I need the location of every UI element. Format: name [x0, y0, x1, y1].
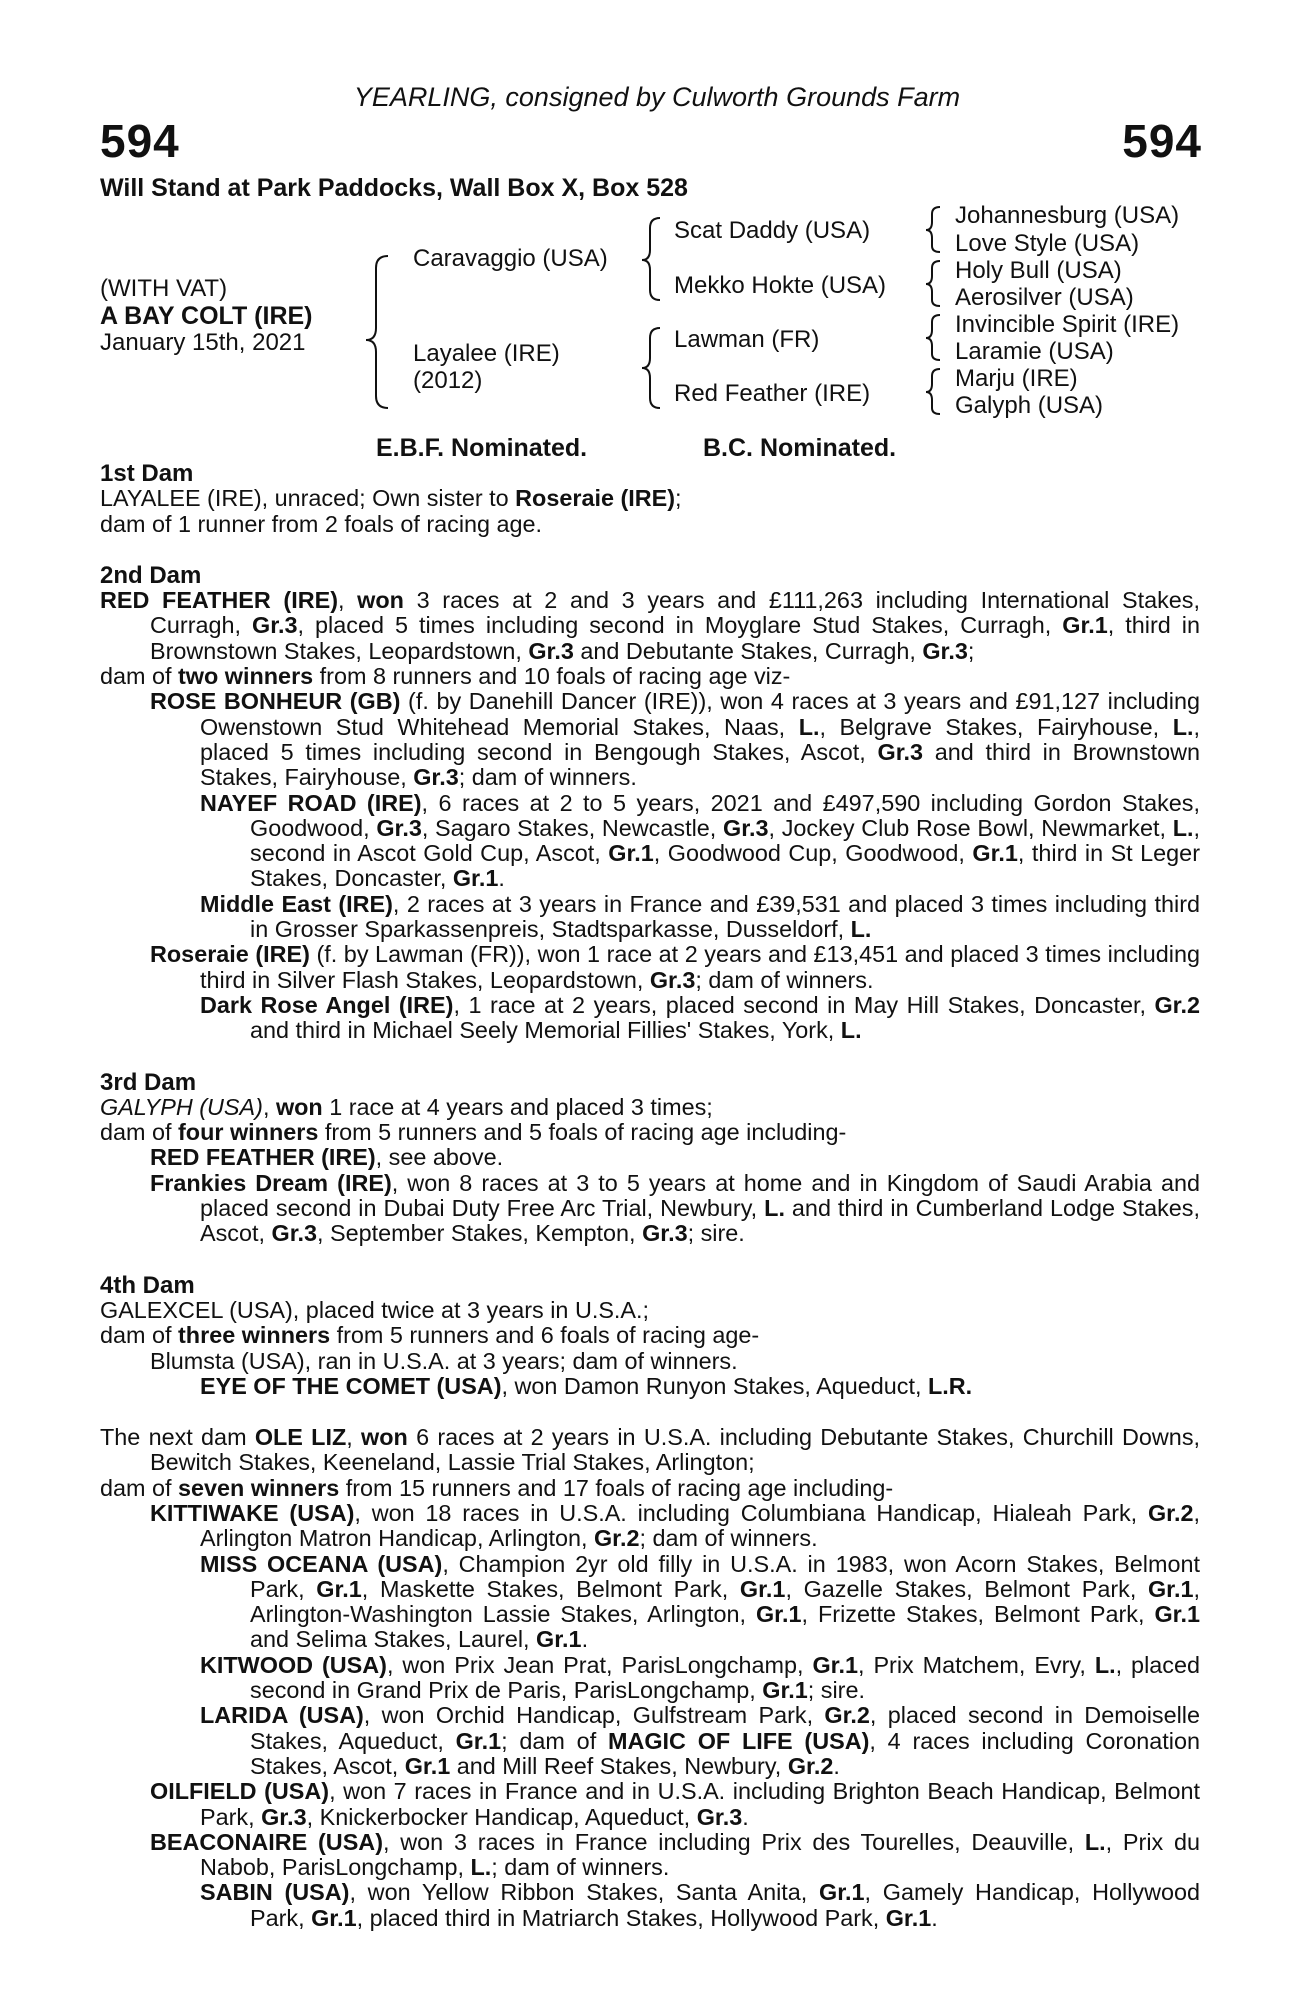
section-heading: 2nd Dam — [100, 561, 202, 589]
text-run: , 6 races at 2 to 5 years, 2021 and £497,590 including Gordon Stakes, Goodwood, — [250, 789, 1200, 841]
gen3-6: Laramie (USA) — [955, 338, 1114, 365]
section-gap — [100, 1044, 1200, 1070]
record-entry — [100, 1120, 1200, 1145]
text-run: , — [346, 1424, 362, 1451]
bold-text: Gr.1 — [311, 1904, 357, 1931]
bold-text: Gr.1 — [316, 1575, 362, 1602]
dam-section — [100, 1070, 1200, 1247]
text-run: , Arlington-Washington Lassie Stakes, Arlington, — [250, 1575, 1200, 1628]
record-entry — [100, 689, 1200, 790]
bold-text: two winners — [178, 663, 314, 690]
text-run: ; — [967, 637, 975, 664]
bold-text: Gr.3 — [922, 637, 968, 664]
lot-number-right: 594 — [1122, 115, 1202, 167]
bold-text: Gr.1 — [885, 1904, 932, 1931]
record-entry — [100, 1171, 1200, 1247]
text-run: , third in Brownstown Stakes, Leopardstown, — [150, 612, 1200, 664]
text-run: . — [833, 1752, 840, 1779]
text-run: , Prix du Nabob, ParisLongchamp, — [200, 1828, 1201, 1881]
text-run: and third in Brownstown Stakes, Fairyhouse, — [200, 738, 1200, 791]
bold-text: four winners — [178, 1119, 319, 1146]
gen3-1: Johannesburg (USA) — [955, 202, 1180, 229]
record-entry — [100, 942, 1200, 993]
text-run: , second in Ascot Gold Cup, Ascot, — [250, 814, 1200, 867]
text-run: , Knickerbocker Handicap, Aqueduct, — [306, 1803, 697, 1830]
bold-text: MAGIC OF LIFE (USA) — [607, 1727, 870, 1754]
record-entry — [100, 486, 1200, 511]
bold-text: Gr.3 — [696, 1803, 743, 1830]
text-run: and Selima Stakes, Laurel, — [250, 1626, 537, 1653]
gen3-2: Love Style (USA) — [955, 230, 1140, 257]
dam-records — [100, 461, 1200, 1931]
dam-section — [100, 461, 1200, 537]
bold-text: Dark Rose Angel (IRE) — [200, 991, 454, 1018]
text-run: The next dam — [100, 1424, 255, 1451]
sire-sire: Scat Daddy (USA) — [674, 217, 871, 244]
gen3-4: Aerosilver (USA) — [955, 284, 1134, 311]
text-run: ; — [675, 485, 682, 512]
bold-text: Gr.1 — [819, 1879, 865, 1906]
bold-text: L. — [840, 1017, 862, 1044]
bold-text: Gr.1 — [739, 1575, 786, 1602]
text-run: 1 race at 4 years and placed 3 times; — [322, 1093, 713, 1120]
text-run: , won Yellow Ribbon Stakes, Santa Anita, — [349, 1879, 820, 1906]
dam-section — [100, 1273, 1200, 1399]
dam-section — [100, 1425, 1200, 1931]
text-run: ; dam of — [501, 1727, 608, 1754]
sire-dam: Mekko Hokte (USA) — [674, 272, 887, 299]
section-gap — [100, 1399, 1200, 1425]
bold-text: three winners — [178, 1322, 331, 1349]
text-run: (f. by Danehill Dancer (IRE)), won 4 races at 3 years and £91,127 including Owenstown Stud Whitehead Memorial Stakes, Naas, — [200, 688, 1200, 740]
text-run: GALEXCEL (USA), placed twice at 3 years in U.S.A.; — [100, 1296, 650, 1323]
text-run: ; dam of winners. — [458, 764, 637, 791]
section-heading: 3rd Dam — [100, 1068, 197, 1096]
bold-text: Roseraie (IRE) — [515, 485, 676, 512]
record-entry — [100, 1653, 1200, 1704]
lot-number-left: 594 — [100, 115, 180, 167]
bold-text: Gr.3 — [642, 1220, 688, 1247]
text-run: ; dam of winners. — [639, 1525, 818, 1552]
stand-location: Will Stand at Park Paddocks, Wall Box X, Box 528 — [100, 174, 688, 202]
bold-text: Gr.1 — [762, 1677, 808, 1704]
record-entry — [100, 892, 1200, 943]
text-run: from 15 runners and 17 foals of racing age including- — [339, 1474, 894, 1501]
bold-text: LARIDA (USA) — [200, 1702, 364, 1729]
bold-text: RED FEATHER (IRE) — [150, 1144, 376, 1171]
bold-text: EYE OF THE COMET (USA) — [200, 1372, 502, 1399]
bold-text: won — [275, 1093, 323, 1120]
foaling-date: January 15th, 2021 — [100, 329, 306, 356]
record-entry — [100, 1476, 1200, 1501]
section-heading: 4th Dam — [100, 1271, 195, 1299]
record-entry — [100, 1145, 1200, 1170]
bold-text: Gr.2 — [787, 1752, 834, 1779]
bold-text: L. — [1094, 1651, 1116, 1678]
bold-text: KITTIWAKE (USA) — [150, 1499, 355, 1526]
text-run: , 2 races at 3 years in France and £39,531 and placed 3 times including third in Grosser Sparkassenpreis, Stadtsparkasse, Dusseldorf, — [250, 890, 1200, 943]
record-entry — [100, 1425, 1200, 1476]
gen3-5: Invincible Spirit (IRE) — [955, 311, 1180, 338]
bold-text: Gr.1 — [972, 840, 1018, 867]
vat-status: (WITH VAT) — [100, 275, 228, 302]
text-run: , — [338, 587, 358, 614]
bold-text: L. — [1172, 814, 1194, 841]
bold-text: Middle East (IRE) — [200, 890, 393, 917]
bold-text: L. — [798, 713, 820, 740]
bold-text: Gr.1 — [1154, 1601, 1200, 1628]
record-entry — [100, 1374, 1200, 1399]
bold-text: Gr.1 — [404, 1752, 451, 1779]
text-run: , placed 5 times including second in Bengough Stakes, Ascot, — [200, 713, 1200, 765]
bold-text: NAYEF ROAD (IRE) — [200, 789, 422, 816]
text-run: dam of — [100, 1474, 179, 1501]
text-run: , Prix Matchem, Evry, — [858, 1651, 1095, 1678]
bold-text: BEACONAIRE (USA) — [150, 1828, 383, 1855]
text-run: . — [931, 1904, 938, 1931]
text-run: LAYALEE (IRE), unraced; Own sister to — [100, 485, 516, 512]
bold-text: Gr.3 — [649, 966, 696, 993]
text-run: . — [742, 1803, 749, 1830]
sire: Caravaggio (USA) — [413, 245, 608, 272]
bold-text: L. — [850, 916, 872, 943]
bc-nomination: B.C. Nominated. — [703, 434, 897, 462]
text-run: , placed second in Grand Prix de Paris, ParisLongchamp, — [250, 1651, 1200, 1704]
bold-text: Gr.2 — [593, 1525, 640, 1552]
bold-text: RED FEATHER (IRE) — [100, 587, 338, 614]
record-entry — [100, 512, 1200, 537]
text-run: . — [498, 865, 505, 892]
record-entry — [100, 1830, 1200, 1881]
text-run: , placed 5 times including second in Moyglare Stud Stakes, Curragh, — [297, 612, 1063, 639]
text-run: and third in Cumberland Lodge Stakes, Ascot, — [200, 1195, 1200, 1247]
bold-text: L. — [470, 1854, 492, 1881]
bold-text: L. — [764, 1195, 785, 1222]
bold-text: OILFIELD (USA) — [150, 1778, 330, 1805]
text-run: dam of 1 runner from 2 foals of racing age. — [100, 510, 543, 537]
text-run: , 4 races including Coronation Stakes, Ascot, — [250, 1727, 1200, 1779]
text-run: , Champion 2yr old filly in U.S.A. in 1983, won Acorn Stakes, Belmont Park, — [250, 1550, 1200, 1602]
record-entry — [100, 1703, 1200, 1779]
text-run: , third in St Leger Stakes, Doncaster, — [250, 840, 1200, 892]
bold-text: SABIN (USA) — [200, 1879, 350, 1906]
text-run: from 5 runners and 5 foals of racing age including- — [318, 1119, 847, 1146]
bold-text: Gr.3 — [376, 814, 422, 841]
text-run: ; sire. — [687, 1220, 745, 1247]
bold-text: L.R. — [927, 1372, 973, 1399]
bold-text: Roseraie (IRE) — [150, 941, 310, 968]
dam-foaling-year: (2012) — [413, 367, 483, 394]
horse-name: A BAY COLT (IRE) — [100, 302, 313, 330]
bold-text: Gr.3 — [261, 1803, 307, 1830]
bold-text: MISS OCEANA (USA) — [200, 1550, 443, 1577]
gen3-8: Galyph (USA) — [955, 392, 1104, 419]
bold-text: Gr.3 — [413, 764, 459, 791]
text-run: Blumsta (USA), ran in U.S.A. at 3 years; dam of winners. — [150, 1347, 738, 1374]
bold-text: Frankies Dream (IRE) — [150, 1169, 392, 1196]
text-run: , won 3 races in France including Prix des Tourelles, Deauville, — [383, 1828, 1085, 1855]
record-entry — [100, 1552, 1200, 1653]
text-run: from 5 runners and 6 foals of racing age- — [330, 1322, 760, 1349]
dam-dam: Red Feather (IRE) — [674, 380, 871, 407]
text-run: from 8 runners and 10 foals of racing age viz- — [313, 663, 791, 690]
text-run: , won Damon Runyon Stakes, Aqueduct, — [501, 1372, 928, 1399]
text-run: , — [262, 1093, 276, 1120]
text-run: , Belgrave Stakes, Fairyhouse, — [819, 713, 1173, 740]
bold-text: Gr.3 — [528, 637, 574, 664]
gen3-3: Holy Bull (USA) — [955, 257, 1122, 284]
gen3-7: Marju (IRE) — [955, 365, 1078, 392]
bold-text: Gr.1 — [452, 865, 499, 892]
text-run: ; sire. — [807, 1677, 865, 1704]
text-run: and third in Michael Seely Memorial Fillies' Stakes, York, — [250, 1017, 841, 1044]
section-heading: 1st Dam — [100, 460, 194, 487]
text-run: , Frizette Stakes, Belmont Park, — [801, 1601, 1155, 1628]
record-entry — [100, 1298, 1200, 1323]
bold-text: KITWOOD (USA) — [200, 1651, 387, 1678]
text-run: , September Stakes, Kempton, — [317, 1220, 643, 1247]
text-run: , Maskette Stakes, Belmont Park, — [361, 1575, 740, 1602]
record-entry — [100, 664, 1200, 689]
consignor-line: YEARLING, consigned by Culworth Grounds Farm — [353, 82, 961, 112]
dam: Layalee (IRE) — [413, 340, 560, 367]
text-run: ; dam of winners. — [491, 1854, 670, 1881]
text-run: , Gazelle Stakes, Belmont Park, — [785, 1575, 1148, 1602]
text-run: , Jockey Club Rose Bowl, Newmarket, — [768, 814, 1173, 841]
text-run: and Mill Reef Stakes, Newbury, — [450, 1752, 788, 1779]
record-entry — [100, 1501, 1200, 1552]
text-run: , placed third in Matriarch Stakes, Hollywood Park, — [356, 1904, 886, 1931]
bold-text: Gr.2 — [1147, 1499, 1194, 1526]
text-run: , Sagaro Stakes, Newcastle, — [421, 814, 723, 841]
bold-text: Gr.3 — [877, 738, 924, 765]
bold-text: Gr.1 — [1147, 1575, 1194, 1602]
text-run: , won Orchid Handicap, Gulfstream Park, — [363, 1702, 825, 1729]
text-run: , won 7 races in France and in U.S.A. including Brighton Beach Handicap, Belmont Park, — [200, 1778, 1200, 1830]
text-run: , won 18 races in U.S.A. including Columbiana Handicap, Hialeah Park, — [354, 1499, 1148, 1526]
record-entry — [100, 1095, 1200, 1120]
bold-text: Gr.1 — [608, 840, 654, 867]
bold-text: Gr.2 — [824, 1702, 870, 1729]
bold-text: ROSE BONHEUR (GB) — [150, 688, 401, 715]
record-entry — [100, 1880, 1200, 1931]
bold-text: won — [357, 587, 404, 614]
text-run: and Debutante Stakes, Curragh, — [573, 637, 923, 664]
text-run: ; dam of winners. — [695, 966, 874, 993]
section-gap — [100, 537, 1200, 563]
bold-text: OLE LIZ — [254, 1424, 347, 1451]
bold-text: Gr.2 — [1154, 991, 1200, 1018]
record-entry — [100, 1323, 1200, 1348]
text-run: dam of — [100, 1322, 179, 1349]
bold-text: Gr.1 — [455, 1727, 502, 1754]
bold-text: Gr.3 — [252, 612, 298, 639]
section-gap — [100, 1247, 1200, 1273]
ebf-nomination: E.B.F. Nominated. — [376, 434, 588, 462]
record-entry — [100, 791, 1200, 892]
dam-sire: Lawman (FR) — [674, 326, 820, 353]
record-entry — [100, 1779, 1200, 1830]
bold-text: Gr.1 — [812, 1651, 858, 1678]
bold-text: L. — [1172, 713, 1194, 740]
text-run: , see above. — [375, 1144, 504, 1171]
bold-text: Gr.3 — [723, 814, 769, 841]
text-run: dam of — [100, 663, 179, 690]
record-entry — [100, 993, 1200, 1044]
text-run: . — [581, 1626, 589, 1653]
record-entry — [100, 588, 1200, 664]
text-run: dam of — [100, 1119, 179, 1146]
text-run: 3 races at 2 and 3 years and £111,263 including International Stakes, Curragh, — [150, 587, 1201, 639]
bold-text: Gr.1 — [755, 1601, 802, 1628]
bold-text: Gr.1 — [1062, 612, 1108, 639]
bold-text: won — [361, 1424, 408, 1451]
text-run: , Goodwood Cup, Goodwood, — [653, 840, 973, 867]
dam-section — [100, 563, 1200, 1044]
bold-text: L. — [1084, 1828, 1106, 1855]
bold-text: Gr.3 — [271, 1220, 318, 1247]
bold-text: seven winners — [178, 1474, 340, 1501]
text-run: GALYPH (USA) — [100, 1093, 263, 1120]
text-run: 6 races at 2 years in U.S.A. including Debutante Stakes, Churchill Downs, Bewitch Stakes, Keeneland, Lassie Trial Stakes, Arlington; — [150, 1424, 1201, 1476]
text-run: (f. by Lawman (FR)), won 1 race at 2 years and £13,451 and placed 3 times including third in Silver Flash Stakes, Leopardstown, — [200, 941, 1200, 993]
text-run: , placed second in Demoiselle Stakes, Aqueduct, — [250, 1702, 1201, 1754]
text-run: , Gamely Handicap, Hollywood Park, — [250, 1879, 1201, 1931]
text-run: , won Prix Jean Prat, ParisLongchamp, — [386, 1651, 813, 1678]
record-entry — [100, 1349, 1200, 1374]
text-run: , Arlington Matron Handicap, Arlington, — [200, 1499, 1200, 1552]
text-run: , won 8 races at 3 to 5 years at home and in Kingdom of Saudi Arabia and placed second in Dubai Duty Free Arc Trial, Newbury, — [200, 1169, 1200, 1222]
bold-text: Gr.1 — [536, 1626, 582, 1653]
text-run: , 1 race at 2 years, placed second in May Hill Stakes, Doncaster, — [453, 991, 1155, 1018]
